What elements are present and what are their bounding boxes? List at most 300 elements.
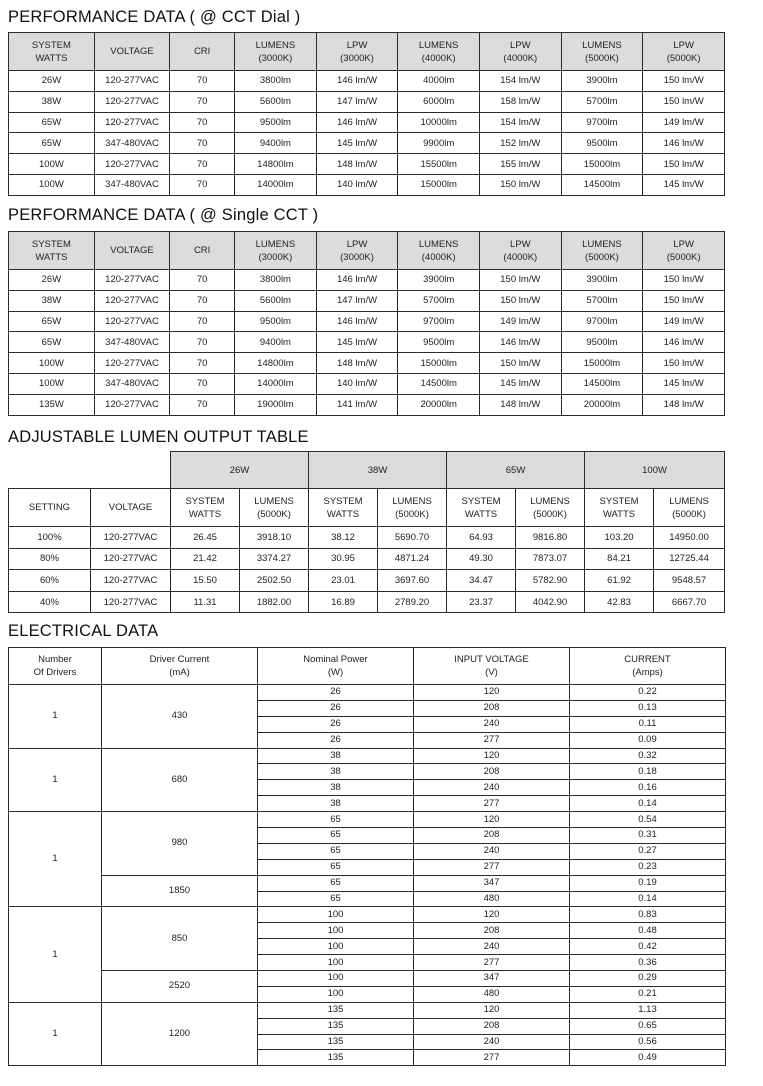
table-cell: 80% [9, 548, 91, 570]
table-cell: 70 [170, 394, 235, 415]
driver-current-cell: 1200 [102, 1002, 258, 1066]
column-header-line: CRI [193, 245, 211, 256]
table-cell: 347-480VAC [94, 133, 169, 154]
table-row [9, 174, 725, 195]
drivers-cell: 1 [9, 748, 102, 812]
table-cell: 0.21 [570, 986, 726, 1002]
table-row [9, 812, 726, 828]
lumens-header-line: (5000K) [533, 508, 567, 520]
column-header-line: VOLTAGE [110, 245, 154, 256]
table-cell: 9500lm [398, 332, 480, 353]
table-cell: 3374.27 [240, 548, 309, 570]
table-row [9, 91, 725, 112]
column-header-line: Nominal Power [303, 654, 368, 665]
table-cell: 30.95 [309, 548, 378, 570]
driver-current-cell: 980 [102, 812, 258, 876]
column-header-line: Number [38, 654, 72, 665]
system-watts-header-line: SYSTEM [599, 495, 639, 507]
table-cell: 120-277VAC [94, 311, 169, 332]
table-cell: 347-480VAC [94, 373, 169, 394]
table-cell: 0.56 [570, 1034, 726, 1050]
table-cell: 146 lm/W [643, 133, 725, 154]
column-header-line: (4000K) [503, 52, 538, 64]
table-cell: 38 [258, 764, 414, 780]
table-cell: 14000lm [235, 373, 317, 394]
table-cell: 15000lm [561, 353, 643, 374]
table-cell: 120-277VAC [91, 527, 171, 549]
column-header-line: Driver Current [149, 654, 210, 665]
table-cell: 9400lm [235, 133, 317, 154]
table-cell: 120-277VAC [91, 570, 171, 592]
table-cell: 2789.20 [378, 591, 447, 613]
table-cell: 145 lm/W [316, 133, 398, 154]
column-header-line: (4000K) [421, 52, 456, 64]
system-watts-header-line: WATTS [464, 508, 498, 520]
table-cell: 38 [258, 796, 414, 812]
column-header-line: (3000K) [340, 52, 374, 64]
column-header [102, 648, 258, 685]
voltage-header: VOLTAGE [91, 489, 171, 527]
system-watts-header-line: WATTS [326, 508, 360, 520]
table-cell: 14800lm [235, 154, 317, 175]
column-header [9, 232, 95, 270]
table-cell: 149 lm/W [643, 311, 725, 332]
table-cell: 480 [414, 986, 570, 1002]
column-header-line: LPW [510, 39, 531, 51]
table-cell: 480 [414, 891, 570, 907]
lumens-header-line: LUMENS [530, 495, 570, 507]
table-cell: 240 [414, 780, 570, 796]
header-row [9, 232, 725, 270]
wattage-group-header: 65W [447, 452, 585, 489]
table-cell: 0.22 [570, 685, 726, 701]
system-watts-header-line: SYSTEM [461, 495, 501, 507]
table-cell: 120-277VAC [94, 353, 169, 374]
driver-current-cell: 850 [102, 907, 258, 971]
table-cell: 347-480VAC [94, 332, 169, 353]
column-header-line: LPW [673, 238, 694, 250]
table-cell: 103.20 [585, 527, 654, 549]
drivers-cell: 1 [9, 1002, 102, 1066]
table-cell: 208 [414, 828, 570, 844]
table-cell: 15.50 [171, 570, 240, 592]
column-header [316, 232, 398, 270]
table-cell: 5600lm [235, 91, 317, 112]
table-cell: 3900lm [561, 71, 643, 92]
table-cell: 40% [9, 591, 91, 613]
table-cell: 150 lm/W [643, 154, 725, 175]
table-cell: 0.65 [570, 1018, 726, 1034]
electrical-data-title: ELECTRICAL DATA [8, 622, 159, 640]
table-row [9, 353, 725, 374]
table-row [9, 270, 725, 291]
table-cell: 155 lm/W [480, 154, 562, 175]
header-row [9, 648, 726, 685]
column-header [170, 232, 235, 270]
table-cell: 38W [9, 91, 95, 112]
table-cell: 277 [414, 955, 570, 971]
wattage-group-header: 100W [585, 452, 725, 489]
table-cell: 146 lm/W [316, 112, 398, 133]
table-cell: 100 [258, 971, 414, 987]
table-cell: 149 lm/W [480, 311, 562, 332]
column-header [316, 33, 398, 71]
table-cell: 347 [414, 971, 570, 987]
table-cell: 148 lm/W [316, 154, 398, 175]
column-header-line: (W) [327, 667, 344, 678]
table-cell: 15000lm [561, 154, 643, 175]
table-cell: 9700lm [398, 311, 480, 332]
column-header-line: LPW [510, 238, 531, 250]
column-header-line: (5000K) [585, 52, 619, 64]
table-cell: 26 [258, 685, 414, 701]
table-cell: 148 lm/W [643, 394, 725, 415]
column-header-line: (mA) [169, 667, 190, 678]
table-cell: 148 lm/W [316, 353, 398, 374]
table-cell: 0.11 [570, 716, 726, 732]
system-watts-header-line: WATTS [602, 508, 636, 520]
table-cell: 100 [258, 955, 414, 971]
table-cell: 277 [414, 1050, 570, 1066]
table-cell: 100% [9, 527, 91, 549]
table-cell: 6000lm [398, 91, 480, 112]
system-watts-header-line: SYSTEM [323, 495, 363, 507]
column-header [170, 33, 235, 71]
table-cell: 2502.50 [240, 570, 309, 592]
table-cell: 70 [170, 71, 235, 92]
table-row [9, 332, 725, 353]
table-row [9, 1002, 726, 1018]
table-cell: 0.32 [570, 748, 726, 764]
lumens-header-line: (5000K) [672, 508, 706, 520]
column-header-line: (V) [485, 667, 498, 678]
table-cell: 120-277VAC [94, 394, 169, 415]
table-cell: 146 lm/W [316, 270, 398, 291]
table-cell: 0.16 [570, 780, 726, 796]
group-header-row [9, 452, 725, 489]
table-cell: 9500lm [235, 112, 317, 133]
table-cell: 150 lm/W [480, 174, 562, 195]
table-cell: 208 [414, 1018, 570, 1034]
table-cell: 135 [258, 1034, 414, 1050]
system-watts-header [309, 489, 378, 527]
column-header-line: (3000K) [258, 52, 293, 64]
column-header-line: Of Drivers [33, 667, 77, 678]
table-cell: 23.01 [309, 570, 378, 592]
lumens-header [516, 489, 585, 527]
column-header-line: WATTS [35, 251, 68, 263]
table-cell: 0.27 [570, 843, 726, 859]
table-cell: 5700lm [398, 290, 480, 311]
table-cell: 6667.70 [654, 591, 725, 613]
table-cell: 65 [258, 875, 414, 891]
table-cell: 4042.90 [516, 591, 585, 613]
driver-current-cell: 2520 [102, 971, 258, 1003]
table-row [9, 875, 726, 891]
lumens-header-line: LUMENS [254, 495, 294, 507]
table-cell: 277 [414, 859, 570, 875]
table-row [9, 71, 725, 92]
column-header-line: LPW [346, 238, 368, 250]
wattage-group-header: 38W [309, 452, 447, 489]
column-header-line: (3000K) [258, 251, 293, 263]
table-cell: 26 [258, 732, 414, 748]
table-cell: 20000lm [561, 394, 643, 415]
table-cell: 21.42 [171, 548, 240, 570]
header-row [9, 33, 725, 71]
table-cell: 120 [414, 748, 570, 764]
table-cell: 65 [258, 859, 414, 875]
table-cell: 3800lm [235, 71, 317, 92]
table-cell: 23.37 [447, 591, 516, 613]
table-cell: 5700lm [561, 290, 643, 311]
table-cell: 14950.00 [654, 527, 725, 549]
table-cell: 19000lm [235, 394, 317, 415]
lumens-header-line: (5000K) [395, 508, 429, 520]
column-header-line: SYSTEM [31, 39, 71, 51]
table-cell: 70 [170, 133, 235, 154]
electrical-data-table [8, 647, 726, 1066]
table-cell: 0.18 [570, 764, 726, 780]
table-cell: 70 [170, 154, 235, 175]
table-cell: 145 lm/W [480, 373, 562, 394]
table-cell: 240 [414, 1034, 570, 1050]
table-cell: 120 [414, 812, 570, 828]
table-cell: 5690.70 [378, 527, 447, 549]
table-cell: 70 [170, 311, 235, 332]
table-cell: 120-277VAC [94, 290, 169, 311]
column-header [258, 648, 414, 685]
table-cell: 145 lm/W [643, 174, 725, 195]
table-cell: 150 lm/W [480, 353, 562, 374]
table-cell: 14800lm [235, 353, 317, 374]
table-cell: 9500lm [561, 332, 643, 353]
table-cell: 9500lm [235, 311, 317, 332]
table-row [9, 548, 725, 570]
driver-current-cell: 680 [102, 748, 258, 812]
table-row [9, 685, 726, 701]
table-cell: 9548.57 [654, 570, 725, 592]
table-cell: 0.19 [570, 875, 726, 891]
table-cell: 240 [414, 716, 570, 732]
system-watts-header [585, 489, 654, 527]
table-cell: 5782.90 [516, 570, 585, 592]
table-cell: 150 lm/W [480, 290, 562, 311]
table-cell: 4871.24 [378, 548, 447, 570]
table-cell: 135 [258, 1050, 414, 1066]
table-cell: 100 [258, 986, 414, 1002]
table-cell: 3900lm [398, 270, 480, 291]
table-cell: 208 [414, 923, 570, 939]
table-cell: 70 [170, 91, 235, 112]
table-cell: 7873.07 [516, 548, 585, 570]
table-cell: 145 lm/W [316, 332, 398, 353]
table-cell: 208 [414, 764, 570, 780]
table-cell: 0.36 [570, 955, 726, 971]
table-cell: 150 lm/W [643, 270, 725, 291]
table-cell: 5700lm [561, 91, 643, 112]
table-cell: 148 lm/W [480, 394, 562, 415]
table-cell: 147 lm/W [316, 91, 398, 112]
table-cell: 277 [414, 796, 570, 812]
table-cell: 15500lm [398, 154, 480, 175]
table-cell: 100W [9, 353, 95, 374]
column-header-line: (4000K) [503, 251, 538, 263]
table-cell: 3800lm [235, 270, 317, 291]
table-cell: 240 [414, 843, 570, 859]
table-cell: 120-277VAC [94, 112, 169, 133]
table-cell: 100W [9, 373, 95, 394]
table-cell: 140 lm/W [316, 174, 398, 195]
table-cell: 0.14 [570, 891, 726, 907]
lumens-header-line: LUMENS [392, 495, 432, 507]
column-header-line: LPW [673, 39, 694, 51]
table-cell: 135 [258, 1002, 414, 1018]
column-header-line: LPW [346, 39, 368, 51]
column-header-line: (Amps) [632, 667, 663, 678]
table-cell: 15000lm [398, 174, 480, 195]
table-cell: 70 [170, 353, 235, 374]
column-header-line: (5000K) [585, 251, 619, 263]
table-cell: 9700lm [561, 311, 643, 332]
system-watts-header-line: WATTS [188, 508, 222, 520]
table-cell: 141 lm/W [316, 394, 398, 415]
lumens-header-line: (5000K) [257, 508, 291, 520]
adjustable-lumen-table [8, 451, 725, 613]
column-header-line: SYSTEM [31, 238, 71, 250]
column-header [235, 232, 317, 270]
table-cell: 70 [170, 332, 235, 353]
table-cell: 146 lm/W [480, 332, 562, 353]
column-header-line: LUMENS [582, 39, 622, 51]
column-header [398, 232, 480, 270]
table-cell: 240 [414, 939, 570, 955]
table-cell: 152 lm/W [480, 133, 562, 154]
column-header [9, 648, 102, 685]
table-cell: 120 [414, 685, 570, 701]
perf-cct-dial-table [8, 32, 725, 196]
table-cell: 64.93 [447, 527, 516, 549]
table-cell: 84.21 [585, 548, 654, 570]
table-cell: 150 lm/W [643, 71, 725, 92]
table-cell: 14000lm [235, 174, 317, 195]
table-cell: 208 [414, 700, 570, 716]
table-cell: 70 [170, 270, 235, 291]
table-cell: 65W [9, 332, 95, 353]
column-header-line: LUMENS [418, 39, 459, 51]
perf-single-cct-table [8, 231, 725, 416]
setting-header: SETTING [9, 489, 91, 527]
column-header [561, 232, 643, 270]
table-cell: 0.09 [570, 732, 726, 748]
table-row [9, 311, 725, 332]
table-cell: 34.47 [447, 570, 516, 592]
table-cell: 9816.80 [516, 527, 585, 549]
table-cell: 277 [414, 732, 570, 748]
table-cell: 150 lm/W [480, 270, 562, 291]
table-row [9, 290, 725, 311]
table-cell: 150 lm/W [643, 353, 725, 374]
table-cell: 100W [9, 174, 95, 195]
column-header-line: (5000K) [666, 52, 701, 64]
table-cell: 146 lm/W [316, 311, 398, 332]
table-cell: 120 [414, 1002, 570, 1018]
column-header [570, 648, 726, 685]
table-cell: 65W [9, 133, 95, 154]
table-cell: 65 [258, 828, 414, 844]
table-cell: 38.12 [309, 527, 378, 549]
sub-header-row [9, 489, 725, 527]
column-header [94, 232, 169, 270]
table-cell: 65 [258, 812, 414, 828]
table-cell: 135 [258, 1018, 414, 1034]
column-header [643, 33, 725, 71]
column-header [414, 648, 570, 685]
column-header [235, 33, 317, 71]
table-row [9, 394, 725, 415]
table-cell: 65 [258, 843, 414, 859]
table-cell: 135W [9, 394, 95, 415]
table-cell: 9700lm [561, 112, 643, 133]
table-cell: 65W [9, 311, 95, 332]
table-cell: 347-480VAC [94, 174, 169, 195]
table-cell: 0.54 [570, 812, 726, 828]
column-header [561, 33, 643, 71]
drivers-cell: 1 [9, 812, 102, 907]
table-row [9, 570, 725, 592]
column-header-line: LUMENS [255, 39, 296, 51]
table-cell: 61.92 [585, 570, 654, 592]
table-cell: 120-277VAC [94, 154, 169, 175]
driver-current-cell: 430 [102, 685, 258, 749]
column-header [94, 33, 169, 71]
table-cell: 60% [9, 570, 91, 592]
table-cell: 65 [258, 891, 414, 907]
table-row [9, 154, 725, 175]
table-cell: 15000lm [398, 353, 480, 374]
column-header-line: INPUT VOLTAGE [454, 654, 529, 665]
table-cell: 120-277VAC [94, 71, 169, 92]
table-cell: 100 [258, 939, 414, 955]
table-cell: 100 [258, 923, 414, 939]
column-header-line: CRI [193, 46, 211, 57]
table-cell: 70 [170, 112, 235, 133]
lumens-header [240, 489, 309, 527]
table-cell: 26 [258, 700, 414, 716]
table-cell: 12725.44 [654, 548, 725, 570]
table-row [9, 527, 725, 549]
column-header-line: WATTS [35, 52, 68, 64]
table-cell: 0.13 [570, 700, 726, 716]
table-cell: 3918.10 [240, 527, 309, 549]
table-cell: 14500lm [398, 373, 480, 394]
table-cell: 70 [170, 290, 235, 311]
column-header [480, 33, 562, 71]
table-row [9, 373, 725, 394]
table-cell: 9900lm [398, 133, 480, 154]
table-cell: 38 [258, 780, 414, 796]
table-cell: 120-277VAC [94, 91, 169, 112]
table-row [9, 748, 726, 764]
table-cell: 0.31 [570, 828, 726, 844]
table-cell: 154 lm/W [480, 112, 562, 133]
table-cell: 145 lm/W [643, 373, 725, 394]
table-cell: 0.29 [570, 971, 726, 987]
table-cell: 147 lm/W [316, 290, 398, 311]
table-row [9, 133, 725, 154]
table-cell: 10000lm [398, 112, 480, 133]
table-cell: 120-277VAC [91, 548, 171, 570]
